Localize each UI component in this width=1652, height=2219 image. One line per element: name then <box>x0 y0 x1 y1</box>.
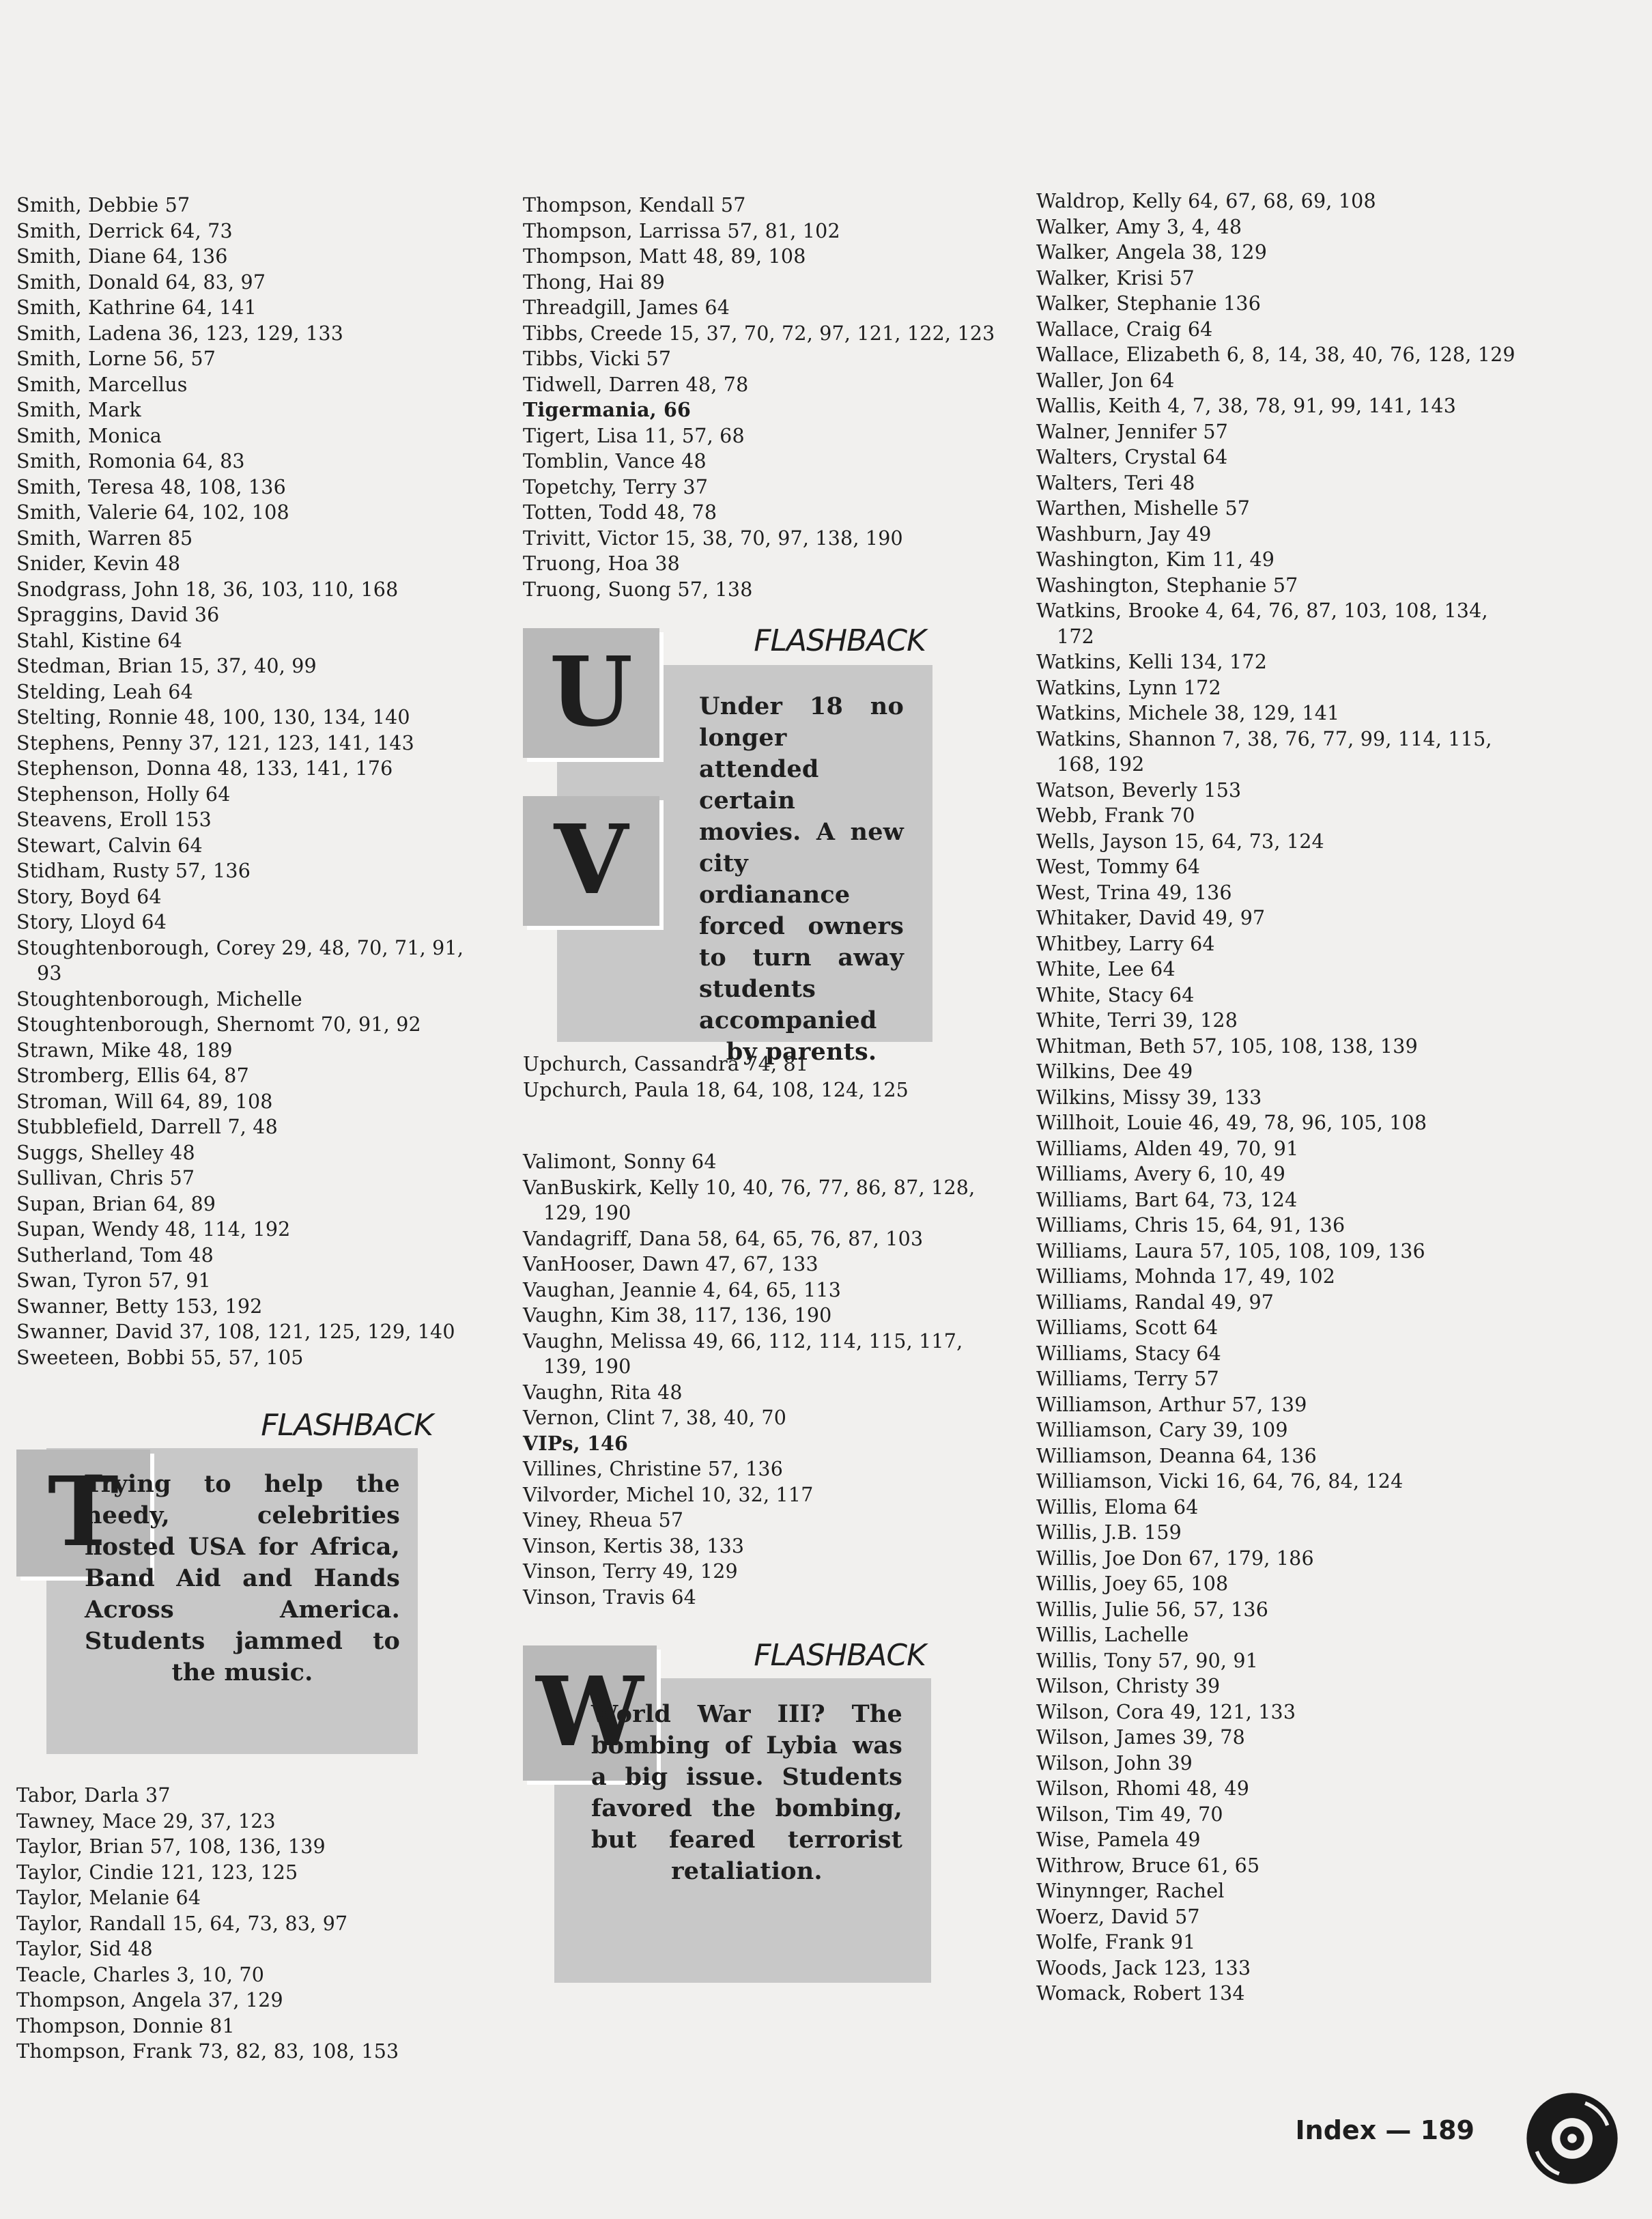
index-entry: Willis, J.B. 159 <box>1036 1521 1182 1544</box>
index-entry: Upchurch, Paula 18, 64, 108, 124, 125 <box>523 1078 909 1101</box>
index-entry: Wolfe, Frank 91 <box>1036 1931 1196 1953</box>
index-entry: Walters, Crystal 64 <box>1036 446 1228 468</box>
index-entry: Walker, Angela 38, 129 <box>1036 241 1268 264</box>
index-entry: Wallace, Craig 64 <box>1036 317 1213 341</box>
index-entry: Wise, Pamela 49 <box>1036 1828 1201 1851</box>
index-entry: Vaughn, Melissa 49, 66, 112, 114, 115, 117, 139, 190 <box>523 1329 963 1378</box>
index-entry: Taylor, Randall 15, 64, 73, 83, 97 <box>16 1912 348 1935</box>
index-entry: White, Terri 39, 128 <box>1036 1009 1238 1032</box>
index-entry: Vilvorder, Michel 10, 32, 117 <box>523 1483 814 1506</box>
index-entry: Williamson, Vicki 16, 64, 76, 84, 124 <box>1036 1470 1404 1493</box>
index-entry: West, Tommy 64 <box>1036 856 1201 878</box>
index-entry: Smith, Diane 64, 136 <box>16 245 228 268</box>
index-entry: Wilson, James 39, 78 <box>1036 1726 1245 1749</box>
flashback-caption: Trying to help the needy, celebrities hosted USA for Africa, Band Aid and Hands Across America. Students jammed to the music. <box>85 1470 400 1686</box>
index-entry: Stromberg, Ellis 64, 87 <box>16 1064 249 1087</box>
index-entry: Wilson, Tim 49, 70 <box>1036 1803 1223 1826</box>
index-entry: Stewart, Calvin 64 <box>16 834 203 857</box>
index-entry: Waldrop, Kelly 64, 67, 68, 69, 108 <box>1036 190 1376 212</box>
index-entry: Williams, Scott 64 <box>1036 1316 1219 1339</box>
index-entry: Tigermania, 66 <box>523 398 692 421</box>
index-entry: Washburn, Jay 49 <box>1036 522 1212 546</box>
index-entry: Watson, Beverly 153 <box>1036 778 1242 802</box>
index-entry: Thong, Hai 89 <box>523 270 666 294</box>
index-entry: Withrow, Bruce 61, 65 <box>1036 1854 1260 1877</box>
index-entry: Waller, Jon 64 <box>1036 369 1175 392</box>
index-entry: Wallis, Keith 4, 7, 38, 78, 91, 99, 141, 143 <box>1036 395 1457 417</box>
index-entry: Willhoit, Louie 46, 49, 78, 96, 105, 108 <box>1036 1112 1427 1134</box>
index-entry: VanBuskirk, Kelly 10, 40, 76, 77, 86, 87, 128, 129, 190 <box>523 1176 975 1224</box>
index-entry: Williams, Terry 57 <box>1036 1368 1219 1390</box>
index-entry: Tibbs, Vicki 57 <box>523 348 672 370</box>
index-entry: Taylor, Cindie 121, 123, 125 <box>16 1861 298 1884</box>
index-entry: Vaughn, Kim 38, 117, 136, 190 <box>523 1304 832 1327</box>
index-entry: Tabor, Darla 37 <box>16 1784 171 1807</box>
index-entry: Valimont, Sonny 64 <box>523 1150 717 1173</box>
index-entry: Watkins, Brooke 4, 64, 76, 87, 103, 108, 134, 172 <box>1036 599 1488 648</box>
index-entry: Washington, Kim 11, 49 <box>1036 548 1275 571</box>
index-entry: Smith, Ladena 36, 123, 129, 133 <box>16 322 344 345</box>
index-entry: Tibbs, Creede 15, 37, 70, 72, 97, 121, 122, 123 <box>523 322 995 345</box>
index-entry: Thompson, Donnie 81 <box>16 2014 235 2037</box>
flashback-letter-v: V <box>523 796 659 926</box>
index-entry: Supan, Wendy 48, 114, 192 <box>16 1218 291 1241</box>
index-entry: Strawn, Mike 48, 189 <box>16 1038 233 1062</box>
index-entry: Stephens, Penny 37, 121, 123, 141, 143 <box>16 731 414 754</box>
index-entry: Smith, Donald 64, 83, 97 <box>16 270 266 294</box>
index-entry: Smith, Monica <box>16 424 162 447</box>
index-list-v <box>523 1149 1001 1610</box>
index-entry: Vaughn, Rita 48 <box>523 1381 683 1404</box>
index-entry: Smith, Kathrine 64, 141 <box>16 296 257 319</box>
index-entry: Wells, Jayson 15, 64, 73, 124 <box>1036 830 1324 853</box>
index-entry: Sutherland, Tom 48 <box>16 1243 214 1267</box>
index-entry: Stelting, Ronnie 48, 100, 130, 134, 140 <box>16 706 410 729</box>
index-entry: Swanner, Betty 153, 192 <box>16 1295 263 1318</box>
index-entry: Swanner, David 37, 108, 121, 125, 129, 140 <box>16 1320 455 1343</box>
index-entry: Tomblin, Vance 48 <box>523 450 707 472</box>
index-entry: White, Stacy 64 <box>1036 983 1195 1006</box>
index-entry: Winynnger, Rachel <box>1036 1880 1225 1902</box>
index-entry: Williams, Laura 57, 105, 108, 109, 136 <box>1036 1239 1425 1262</box>
index-entry: Walker, Krisi 57 <box>1036 266 1195 289</box>
index-entry: Wilson, Christy 39 <box>1036 1675 1221 1697</box>
index-entry: Thompson, Matt 48, 89, 108 <box>523 245 806 268</box>
index-column-3 <box>1036 188 1528 2007</box>
index-entry: Warthen, Mishelle 57 <box>1036 497 1251 520</box>
index-entry: Watkins, Shannon 7, 38, 76, 77, 99, 114, 115, 168, 192 <box>1036 727 1492 776</box>
index-entry: Williams, Alden 49, 70, 91 <box>1036 1137 1299 1160</box>
index-entry: Williamson, Deanna 64, 136 <box>1036 1444 1317 1467</box>
index-entry: Smith, Mark <box>16 399 141 421</box>
index-entry: Wilkins, Missy 39, 133 <box>1036 1086 1262 1109</box>
index-entry: Vinson, Terry 49, 129 <box>523 1560 738 1583</box>
index-entry: Story, Lloyd 64 <box>16 911 167 933</box>
index-column-1 <box>16 193 494 2065</box>
flashback-title: FLASHBACK <box>754 1638 926 1673</box>
index-entry: Williamson, Arthur 57, 139 <box>1036 1393 1307 1416</box>
page-footer: Index — 189 <box>1295 2115 1475 2145</box>
index-entry: Woods, Jack 123, 133 <box>1036 1956 1251 1979</box>
index-entry: Spraggins, David 36 <box>16 604 220 626</box>
index-entry: Suggs, Shelley 48 <box>16 1141 195 1164</box>
index-entry: Willis, Eloma 64 <box>1036 1495 1199 1518</box>
index-entry: Smith, Lorne 56, 57 <box>16 348 216 370</box>
index-entry: Vernon, Clint 7, 38, 40, 70 <box>523 1407 787 1429</box>
index-entry: Upchurch, Cassandra 74, 81 <box>523 1053 809 1075</box>
index-entry: Stroman, Will 64, 89, 108 <box>16 1090 273 1113</box>
index-entry: Teacle, Charles 3, 10, 70 <box>16 1963 265 1986</box>
index-entry: Viney, Rheua 57 <box>523 1509 684 1531</box>
index-entry: Williams, Bart 64, 73, 124 <box>1036 1188 1298 1211</box>
index-entry: Steavens, Eroll 153 <box>16 808 212 831</box>
index-entry: Swan, Tyron 57, 91 <box>16 1269 211 1292</box>
index-entry: Taylor, Sid 48 <box>16 1938 153 1960</box>
index-entry: Washington, Stephanie 57 <box>1036 574 1298 597</box>
index-entry: Smith, Derrick 64, 73 <box>16 219 233 242</box>
flashback-letter: T <box>16 1450 150 1577</box>
index-entry: West, Trina 49, 136 <box>1036 881 1232 904</box>
index-entry: Smith, Debbie 57 <box>16 194 190 216</box>
index-entry: VanHooser, Dawn 47, 67, 133 <box>523 1253 818 1275</box>
index-entry: Willis, Lachelle <box>1036 1624 1189 1646</box>
index-entry: Willis, Tony 57, 90, 91 <box>1036 1649 1259 1672</box>
flashback-letter: W <box>523 1645 657 1781</box>
index-entry: Stoughtenborough, Shernomt 70, 91, 92 <box>16 1013 421 1036</box>
index-entry: Whitman, Beth 57, 105, 108, 138, 139 <box>1036 1034 1418 1058</box>
flashback-box-w <box>523 1638 932 1983</box>
flashback-letter-u: U <box>523 628 659 758</box>
index-entry: Stelding, Leah 64 <box>16 680 193 703</box>
index-entry: Wilson, Cora 49, 121, 133 <box>1036 1700 1296 1723</box>
index-entry: Watkins, Lynn 172 <box>1036 676 1221 699</box>
index-entry: Taylor, Melanie 64 <box>16 1886 201 1909</box>
flashback-caption: World War III? The bombing of Lybia was a big issue. Students favored the bombing, but feared terrorist retaliation. <box>591 1700 902 1885</box>
index-entry: Willis, Joey 65, 108 <box>1036 1572 1229 1595</box>
index-entry: Smith, Romonia 64, 83 <box>16 450 245 472</box>
index-entry: Smith, Warren 85 <box>16 526 193 550</box>
index-entry: Watkins, Kelli 134, 172 <box>1036 651 1268 673</box>
flashback-title: FLASHBACK <box>754 623 926 658</box>
index-entry: Threadgill, James 64 <box>523 296 730 319</box>
index-entry: Snider, Kevin 48 <box>16 552 181 575</box>
index-entry: Smith, Valerie 64, 102, 108 <box>16 501 289 524</box>
index-entry: Watkins, Michele 38, 129, 141 <box>1036 702 1340 724</box>
index-entry: Williams, Randal 49, 97 <box>1036 1290 1274 1314</box>
flashback-caption: Under 18 no longer attended certain movies. A new city ordianance forced owners to turn away students accompanied by parents. <box>699 692 904 1066</box>
index-list-s <box>16 193 494 1370</box>
index-entry: Story, Boyd 64 <box>16 885 162 908</box>
index-entry: Williams, Avery 6, 10, 49 <box>1036 1163 1286 1185</box>
index-entry: Stoughtenborough, Corey 29, 48, 70, 71, 91, 93 <box>16 936 464 985</box>
flashback-title: FLASHBACK <box>261 1408 433 1443</box>
index-entry: Walker, Stephanie 136 <box>1036 292 1262 315</box>
index-entry: Stahl, Kistine 64 <box>16 629 183 652</box>
index-entry: Stidham, Rusty 57, 136 <box>16 860 251 882</box>
index-entry: Tidwell, Darren 48, 78 <box>523 373 749 396</box>
index-entry: Walker, Amy 3, 4, 48 <box>1036 215 1242 238</box>
index-entry: Topetchy, Terry 37 <box>523 475 709 498</box>
index-entry: Thompson, Angela 37, 129 <box>16 1989 283 2011</box>
index-entry: Stephenson, Holly 64 <box>16 782 231 806</box>
index-entry: Wilson, John 39 <box>1036 1751 1193 1775</box>
index-entry: Williams, Stacy 64 <box>1036 1342 1221 1365</box>
index-entry: Woerz, David 57 <box>1036 1905 1200 1928</box>
index-entry: Snodgrass, John 18, 36, 103, 110, 168 <box>16 578 399 601</box>
index-entry: VIPs, 146 <box>523 1431 629 1455</box>
index-entry: Trivitt, Victor 15, 38, 70, 97, 138, 190 <box>523 526 903 550</box>
index-entry: Smith, Marcellus <box>16 373 188 396</box>
index-entry: Wilson, Rhomi 48, 49 <box>1036 1777 1250 1800</box>
index-entry: Walner, Jennifer 57 <box>1036 420 1229 443</box>
index-entry: Thompson, Frank 73, 82, 83, 108, 153 <box>16 2040 399 2063</box>
index-entry: Smith, Teresa 48, 108, 136 <box>16 475 286 498</box>
index-entry: Stephenson, Donna 48, 133, 141, 176 <box>16 757 393 780</box>
index-entry: Willis, Julie 56, 57, 136 <box>1036 1598 1269 1621</box>
index-entry: Williams, Chris 15, 64, 91, 136 <box>1036 1214 1345 1236</box>
index-entry: Vinson, Kertis 38, 133 <box>523 1534 745 1557</box>
index-list-w <box>1036 188 1528 2007</box>
index-entry: Stedman, Brian 15, 37, 40, 99 <box>16 655 317 677</box>
index-entry: Womack, Robert 134 <box>1036 1982 1245 2005</box>
index-entry: Thompson, Kendall 57 <box>523 194 746 216</box>
index-entry: Walters, Teri 48 <box>1036 471 1195 494</box>
index-entry: Totten, Todd 48, 78 <box>523 501 717 524</box>
index-entry: Whitbey, Larry 64 <box>1036 932 1215 955</box>
index-entry: Vaughan, Jeannie 4, 64, 65, 113 <box>523 1278 842 1301</box>
index-entry: Tawney, Mace 29, 37, 123 <box>16 1809 276 1833</box>
index-entry: Sweeteen, Bobbi 55, 57, 105 <box>16 1346 304 1369</box>
index-entry: Vandagriff, Dana 58, 64, 65, 76, 87, 103 <box>523 1227 924 1250</box>
index-entry: Whitaker, David 49, 97 <box>1036 907 1266 929</box>
index-entry: Taylor, Brian 57, 108, 136, 139 <box>16 1835 326 1858</box>
index-entry: Tigert, Lisa 11, 57, 68 <box>523 424 745 447</box>
index-list-t <box>16 1783 494 2065</box>
index-entry: White, Lee 64 <box>1036 958 1176 980</box>
index-entry: Truong, Hoa 38 <box>523 552 680 575</box>
index-entry: Truong, Suong 57, 138 <box>523 578 753 601</box>
index-entry: Stubblefield, Darrell 7, 48 <box>16 1116 278 1138</box>
index-entry: Supan, Brian 64, 89 <box>16 1192 216 1215</box>
index-entry: Thompson, Larrissa 57, 81, 102 <box>523 219 840 242</box>
index-list-t-continued <box>523 193 1001 602</box>
index-entry: Wilkins, Dee 49 <box>1036 1060 1193 1083</box>
index-entry: Willis, Joe Don 67, 179, 186 <box>1036 1546 1314 1570</box>
flashback-box-t <box>16 1408 433 1754</box>
record-disc-icon <box>1526 2092 1619 2185</box>
index-entry: Webb, Frank 70 <box>1036 804 1195 827</box>
index-entry: Villines, Christine 57, 136 <box>523 1458 784 1480</box>
index-entry: Vinson, Travis 64 <box>523 1585 696 1609</box>
index-entry: Sullivan, Chris 57 <box>16 1167 195 1189</box>
index-entry: Williamson, Cary 39, 109 <box>1036 1419 1288 1441</box>
index-entry: Williams, Mohnda 17, 49, 102 <box>1036 1265 1336 1288</box>
index-entry: Wallace, Elizabeth 6, 8, 14, 38, 40, 76, 128, 129 <box>1036 343 1515 366</box>
index-entry: Stoughtenborough, Michelle <box>16 987 302 1010</box>
index-column-2 <box>523 193 1001 1983</box>
